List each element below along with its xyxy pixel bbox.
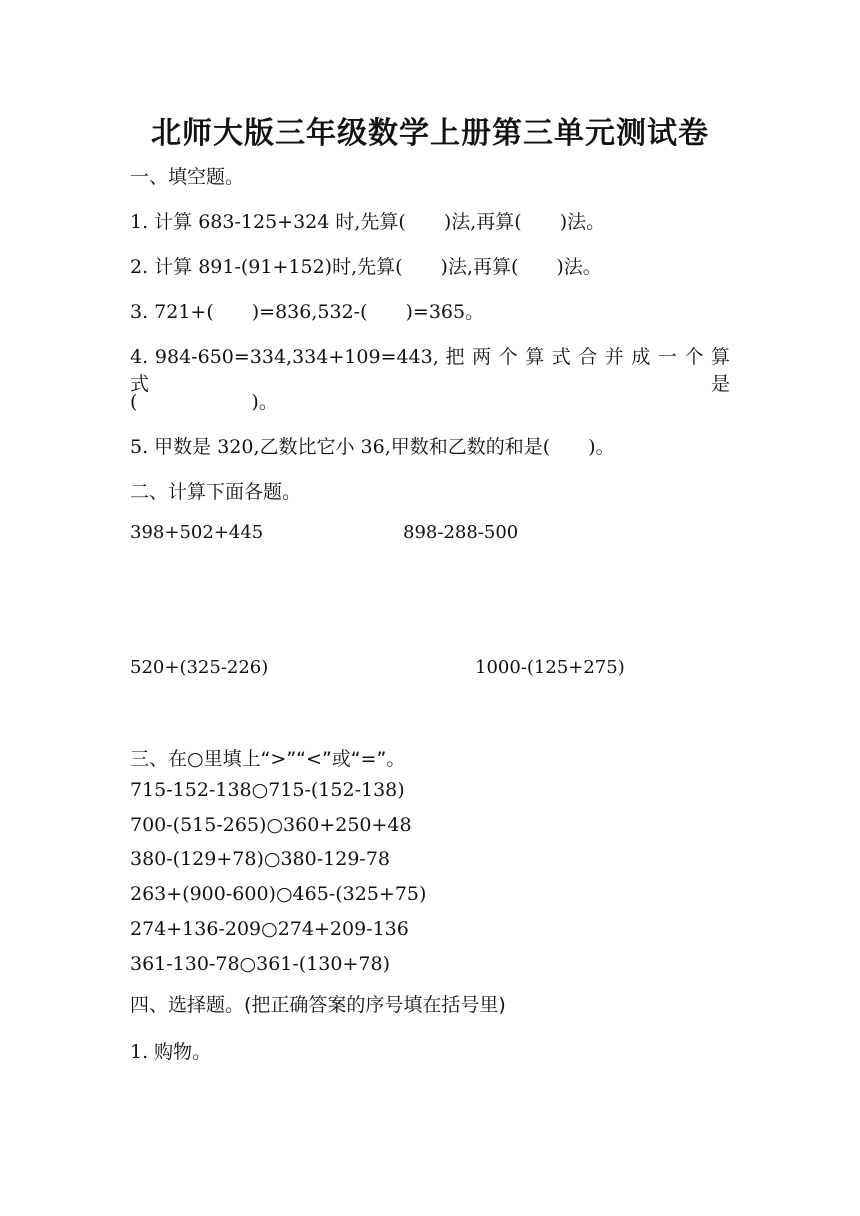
question-1-3: 3. 721+( )=836,532-( )=365。: [130, 301, 485, 323]
calc-problem-1: 398+502+445: [130, 522, 264, 543]
compare-item-4: 263+(900-600)○465-(325+75): [130, 883, 427, 905]
choice-question-1: 1. 购物。: [130, 1041, 212, 1063]
compare-item-5: 274+136-209○274+209-136: [130, 918, 409, 940]
section-heading-compare: 三、在○里填上“>”“<”或“=”。: [130, 748, 406, 770]
compare-item-1: 715-152-138○715-(152-138): [130, 779, 405, 801]
calc-problem-2: 898-288-500: [403, 522, 519, 543]
compare-item-6: 361-130-78○361-(130+78): [130, 953, 390, 975]
question-1-2: 2. 计算 891-(91+152)时,先算( )法,再算( )法。: [130, 256, 602, 278]
section-heading-calculate: 二、计算下面各题。: [130, 481, 302, 503]
question-1-5: 5. 甲数是 320,乙数比它小 36,甲数和乙数的和是( )。: [130, 436, 615, 458]
question-1-1: 1. 计算 683-125+324 时,先算( )法,再算( )法。: [130, 211, 606, 233]
question-1-4: 4. 984-650=334,334+109=443, 把 两 个 算 式 合 并 成 一 个 算 式 是: [130, 346, 730, 395]
section-heading-fill-in: 一、填空题。: [130, 166, 245, 188]
question-1-4-answer-blank: ( )。: [130, 391, 278, 413]
compare-item-3: 380-(129+78)○380-129-78: [130, 848, 390, 870]
compare-item-2: 700-(515-265)○360+250+48: [130, 814, 412, 836]
calc-problem-3: 520+(325-226): [130, 657, 269, 678]
page-title: 北师大版三年级数学上册第三单元测试卷: [151, 116, 709, 151]
calc-problem-4: 1000-(125+275): [475, 657, 625, 678]
section-heading-multiple-choice: 四、选择题。(把正确答案的序号填在括号里): [130, 994, 506, 1016]
